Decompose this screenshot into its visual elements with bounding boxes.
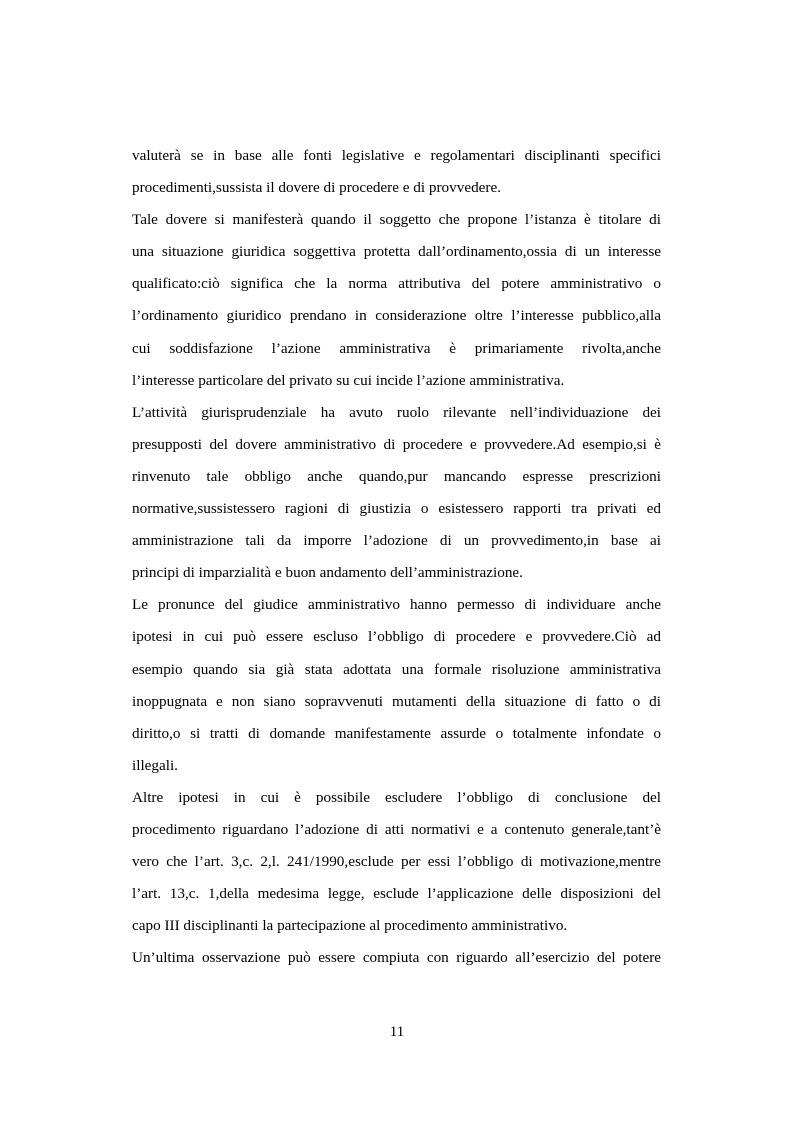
text-line: cui soddisfazione l’azione amministrativa è primariamente rivolta,anche <box>132 339 661 357</box>
text-line: illegali. <box>132 756 178 774</box>
text-line: Un’ultima osservazione può essere compiuta con riguardo all’esercizio del potere <box>132 949 661 967</box>
text-line: diritto,o si tratti di domande manifestamente assurde o totalmente infondate o <box>132 724 661 742</box>
text-line: Tale dovere si manifesterà quando il soggetto che propone l’istanza è titolare di <box>132 211 661 229</box>
text-line: l’art. 13,c. 1,della medesima legge, esclude l’applicazione delle disposizioni del <box>132 885 661 903</box>
text-line: procedimenti,sussista il dovere di procedere e di provvedere. <box>132 179 502 197</box>
text-line: una situazione giuridica soggettiva protetta dall’ordinamento,ossia di un interesse <box>132 243 661 261</box>
text-line: l’ordinamento giuridico prendano in considerazione oltre l’interesse pubblico,alla <box>132 307 661 325</box>
text-line: rinvenuto tale obbligo anche quando,pur mancando espresse prescrizioni <box>132 467 661 485</box>
page-number: 11 <box>389 1024 405 1040</box>
text-line: procedimento riguardano l’adozione di atti normativi e a contenuto generale,tant’è <box>132 820 661 838</box>
text-line: valuterà se in base alle fonti legislative e regolamentari disciplinanti specifici <box>132 147 661 164</box>
text-line: ipotesi in cui può essere escluso l’obbligo di procedere e provvedere.Ciò ad <box>132 628 661 646</box>
text-line: presupposti del dovere amministrativo di procedere e provvedere.Ad esempio,si è <box>132 435 661 453</box>
text-line: L’attività giurisprudenziale ha avuto ruolo rilevante nell’individuazione dei <box>132 403 661 421</box>
text-line: normative,sussistessero ragioni di giustizia o esistessero rapporti tra privati ed <box>132 500 661 518</box>
text-line: qualificato:ciò significa che la norma attributiva del potere amministrativo o <box>132 275 661 293</box>
text-line: inoppugnata e non siano sopravvenuti mutamenti della situazione di fatto o di <box>132 692 661 710</box>
text-line: capo III disciplinanti la partecipazione al procedimento amministrativo. <box>132 917 568 935</box>
text-line: Le pronunce del giudice amministrativo hanno permesso di individuare anche <box>132 596 661 614</box>
text-line: l’interesse particolare del privato su cui incide l’azione amministrativa. <box>132 371 565 389</box>
text-line: Altre ipotesi in cui è possibile escludere l’obbligo di conclusione del <box>132 788 661 806</box>
body-text <box>132 140 661 974</box>
text-line: amministrazione tali da imporre l’adozione di un provvedimento,in base ai <box>132 532 661 550</box>
text-line: esempio quando sia già stata adottata una formale risoluzione amministrativa <box>132 660 661 678</box>
text-line: principi di imparzialità e buon andamento dell’amministrazione. <box>132 564 523 582</box>
text-line: vero che l’art. 3,c. 2,l. 241/1990,esclude per essi l’obbligo di motivazione,mentre <box>132 853 661 871</box>
